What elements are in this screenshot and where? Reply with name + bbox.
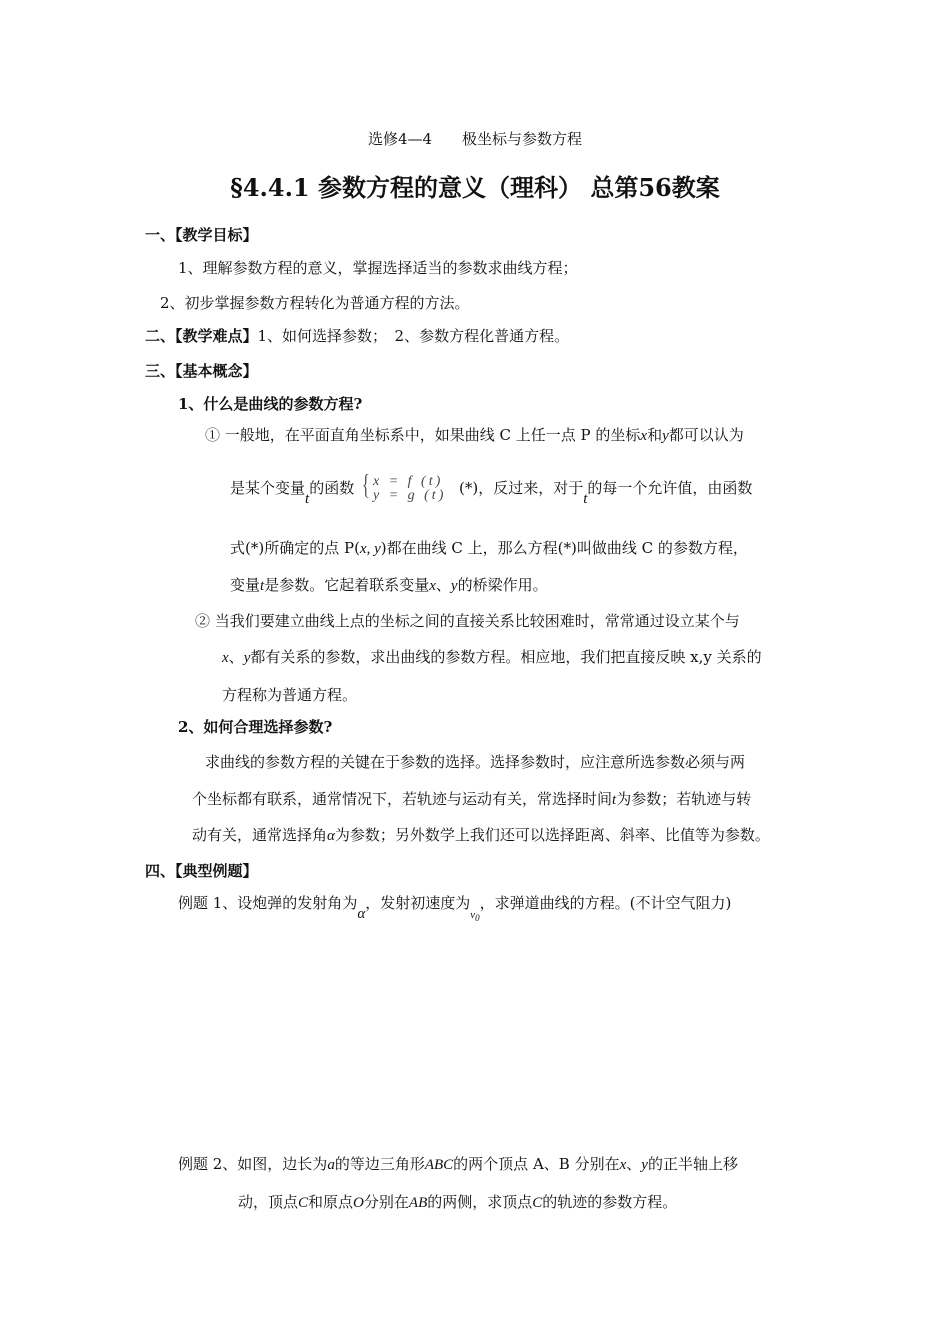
text: 、 (228, 648, 244, 666)
var-x: x (222, 650, 229, 666)
var-ab: AB (408, 1195, 428, 1211)
example-1 (178, 892, 732, 924)
text: )都在曲线 C 上，那么方程(*)叫做曲线 C 的参数方程， (380, 539, 748, 557)
text: ，求弹道曲线的方程。(不计空气阻力) (479, 894, 732, 912)
var-c: C (532, 1195, 543, 1211)
concept-line-7: 方程称为普通方程。 (222, 686, 358, 704)
text: 变量 (230, 576, 261, 594)
var-abc: ABC (424, 1157, 454, 1173)
concept-line-2 (230, 470, 753, 507)
param-line-1: 求曲线的参数方程的关键在于参数的选择。选择参数时，应注意所选参数必须与两 (205, 753, 746, 771)
concept-line-5: ② 当我们要建立曲线上点的坐标之间的直接关系比较困难时，常常通过设立某个与 (195, 612, 740, 630)
brace-icon: { (361, 470, 370, 501)
param-line-2 (192, 788, 751, 809)
section-3-heading: 三、【基本概念】 (145, 362, 258, 380)
text: 的两个顶点 A、B 分别在 (453, 1155, 620, 1173)
section-2 (145, 325, 569, 346)
text: 是参数。它起着联系变量 (264, 576, 430, 594)
text: 都有关系的参数，求出曲线的参数方程。相应地，我们把直接反映 x,y 关系的 (250, 648, 762, 666)
text: 的等边三角形 (334, 1155, 425, 1173)
section-2-heading: 二、【教学难点】 (145, 327, 258, 345)
text: 、 (435, 576, 451, 594)
var-x: x (619, 1157, 627, 1173)
var-v0: v0 (470, 909, 480, 924)
text: 的桥梁作用。 (457, 576, 548, 594)
question-1: 1、什么是曲线的参数方程? (178, 395, 363, 413)
text: 个坐标都有联系，通常情况下，若轨迹与运动有关，常选择时间 (192, 790, 613, 808)
text: 式(*)所确定的点 P( (230, 539, 360, 557)
var-alpha: α (327, 828, 335, 844)
var-x: x (429, 578, 436, 594)
text: 和原点 (308, 1193, 354, 1211)
section-1-heading: 一、【教学目标】 (145, 226, 258, 244)
text: ，发射初速度为 (365, 894, 471, 912)
var-a: a (327, 1157, 335, 1173)
text: 、 (626, 1155, 642, 1173)
var-t: t (305, 491, 310, 507)
var-t: t (612, 792, 617, 808)
text: 是某个变量 (230, 479, 306, 497)
text: 的每一个允许值，由函数 (587, 479, 753, 497)
text: 的两侧，求顶点 (427, 1193, 533, 1211)
text: ① 一般地，在平面直角坐标系中，如果曲线 C 上任一点 P 的坐标 (205, 426, 641, 444)
var-y: y (641, 1157, 648, 1173)
example-2-line-1 (178, 1153, 738, 1174)
var-x: x (640, 428, 648, 444)
param-line-3 (192, 824, 770, 845)
concept-line-3 (230, 537, 748, 558)
concept-line-6 (222, 646, 762, 667)
text: 都可以认为 (668, 426, 744, 444)
equation-y: y = g (t) (372, 488, 447, 503)
text: 的函数 (309, 479, 355, 497)
goal-item-2: 2、初步掌握参数方程转化为普通方程的方法。 (160, 294, 470, 312)
text: (*)，反过来，对于 (458, 479, 584, 497)
var-t: t (260, 578, 265, 594)
section-4-heading: 四、【典型例题】 (145, 862, 258, 880)
text: 为参数；若轨迹与转 (616, 790, 752, 808)
text: 例题 1、设炮弹的发射角为 (178, 894, 358, 912)
text: 的正半轴上移 (647, 1155, 738, 1173)
concept-line-1 (205, 424, 744, 445)
text: 动，顶点 (238, 1193, 299, 1211)
text: 分别在 (363, 1193, 409, 1211)
parametric-equation-system (359, 470, 459, 504)
var-alpha: α (357, 906, 366, 922)
text: 为参数；另外数学上我们还可以选择距离、斜率、比值等为参数。 (334, 826, 770, 844)
text: 动有关，通常选择角 (192, 826, 328, 844)
document-title: §4.4.1 参数方程的意义（理科） 总第56教案 (230, 173, 720, 202)
document-subtitle: 选修4—4 极坐标与参数方程 (367, 130, 583, 148)
var-c: C (298, 1195, 309, 1211)
var-t: t (583, 491, 588, 507)
section-2-text: 1、如何选择参数； 2、参数方程化普通方程。 (257, 327, 570, 345)
var-o: O (353, 1195, 364, 1211)
goal-item-1: 1、理解参数方程的意义，掌握选择适当的参数求曲线方程； (178, 259, 578, 277)
text: 和 (647, 426, 663, 444)
concept-line-4 (230, 574, 548, 595)
var-xy: x, y (359, 541, 381, 557)
equation-x: x = f (t) (372, 474, 444, 489)
text: 的轨迹的参数方程。 (542, 1193, 678, 1211)
var-y: y (243, 650, 251, 666)
var-y: y (662, 428, 669, 444)
example-2-line-2 (238, 1191, 677, 1212)
var-y: y (450, 578, 458, 594)
question-2: 2、如何合理选择参数? (178, 718, 333, 736)
text: 例题 2、如图，边长为 (178, 1155, 328, 1173)
